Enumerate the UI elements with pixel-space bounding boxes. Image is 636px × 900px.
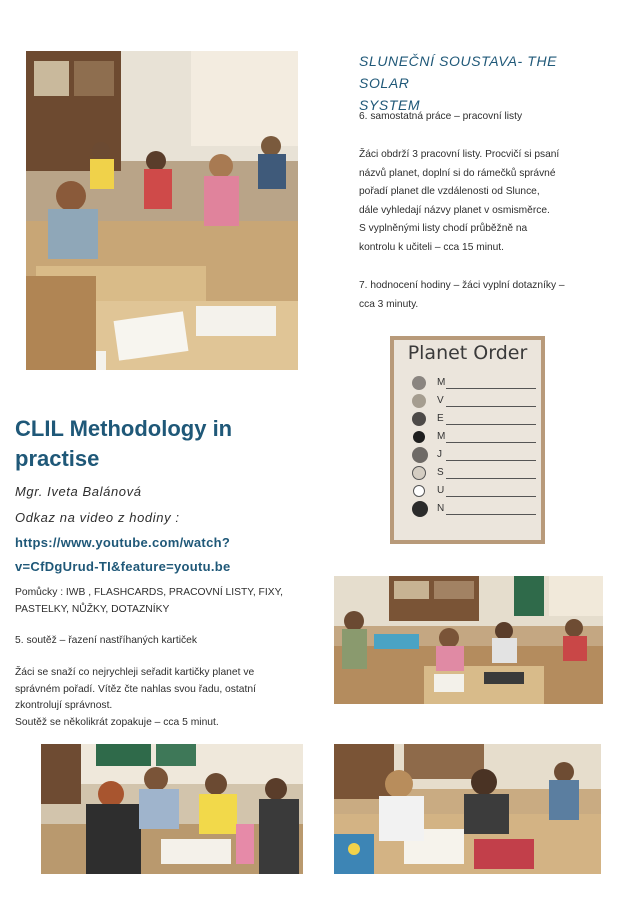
planet-neptune-icon (412, 501, 428, 517)
planet-saturn-icon (412, 466, 426, 480)
answer-line (446, 460, 536, 461)
teaching-aids (15, 585, 320, 618)
planet-letter: U (437, 485, 445, 496)
planet-row (412, 464, 537, 482)
solar-system-title-line1: SLUNEČNÍ SOUSTAVA- THE SOLAR (359, 53, 558, 91)
step7-line: 7. hodnocení hodiny – žáci vyplní dotazníky – (359, 280, 565, 291)
planet-letter: N (437, 503, 445, 514)
step7-line: cca 3 minuty. (359, 298, 419, 310)
planet-row (412, 392, 537, 410)
answer-line (446, 406, 536, 407)
video-link-line1[interactable]: https://www.youtube.com/watch? (15, 535, 231, 550)
step5-heading (15, 633, 320, 650)
step5-line: správném pořadí. Vítěz čte nahlas svou řadu, ostatní (15, 683, 256, 695)
teaching-aids-line1: Pomůcky : IWB , FLASHCARDS, PRACOVNÍ LISTY, FIXY, (15, 587, 283, 598)
step6-line: Žáci obdrží 3 pracovní listy. Procvičí si psaní (359, 149, 560, 160)
classroom-photo-top (26, 51, 298, 370)
clil-title (15, 414, 315, 474)
planet-row (412, 446, 537, 464)
planet-list (412, 374, 537, 518)
step5-line: Soutěž se několikrát zopakuje – cca 5 minut. (15, 716, 219, 728)
step5-line: zkontrolují správnost. (15, 700, 113, 711)
classroom-photo-bottom-right (334, 744, 601, 874)
step6-line: kontrolu k učiteli – cca 15 minut. (359, 241, 504, 253)
solar-system-title-line2: SYSTEM (359, 97, 421, 113)
step6-description (359, 146, 609, 257)
planet-letter: M (437, 431, 446, 442)
step6-heading-text: 6. samostatná práce – pracovní listy (359, 111, 523, 122)
planet-letter: M (437, 377, 446, 388)
solar-system-title (359, 50, 609, 116)
answer-line (446, 442, 536, 443)
planet-letter: J (437, 449, 442, 460)
planet-row (412, 410, 537, 428)
planet-mercury-icon (412, 376, 426, 390)
planet-letter: V (437, 395, 444, 406)
step6-line: S vyplněnými listy chodí průběžně na (359, 223, 528, 234)
planet-row (412, 428, 537, 446)
teaching-aids-line2: PASTELKY, NŮŽKY, DOTAZNÍKY (15, 603, 170, 615)
author-name: Mgr. Iveta Balánová (15, 484, 142, 499)
answer-line (446, 496, 536, 497)
planet-earth-icon (412, 412, 426, 426)
planet-row (412, 500, 537, 518)
planet-row (412, 482, 537, 500)
step6-heading (359, 108, 609, 127)
planet-mars-icon (413, 431, 425, 443)
video-label: Odkaz na video z hodiny : (15, 510, 180, 525)
planet-letter: E (437, 413, 444, 424)
step5-heading-text: 5. soutěž – řazení nastříhaných kartiček (15, 635, 198, 646)
answer-line (446, 424, 536, 425)
planet-letter: S (437, 467, 444, 478)
step5-line: Žáci se snaží co nejrychleji seřadit kartičky planet ve (15, 667, 255, 678)
step6-line: názvů planet, doplní si do rámečků správné (359, 167, 556, 179)
clil-title-line1: CLIL Methodology in (15, 416, 233, 441)
answer-line (446, 514, 536, 515)
step5-description (15, 665, 320, 731)
planet-jupiter-icon (412, 447, 428, 463)
classroom-photo-middle-right (334, 576, 603, 704)
answer-line (446, 478, 536, 479)
planet-row (412, 374, 537, 392)
step6-line: pořadí planet dle vzdálenosti od Slunce, (359, 186, 540, 197)
clil-title-line2: practise (15, 446, 100, 471)
planet-venus-icon (412, 394, 426, 408)
answer-line (446, 388, 536, 389)
step6-line: dále vyhledají názvy planet v osmisměrce. (359, 204, 550, 216)
classroom-photo-bottom-left (41, 744, 303, 874)
video-link-line2[interactable]: v=CfDgUrud-TI&feature=youtu.be (15, 559, 231, 574)
planet-order-worksheet (390, 336, 545, 544)
step7-description (359, 277, 609, 314)
planet-uranus-icon (413, 485, 425, 497)
worksheet-title: Planet Order (407, 342, 528, 364)
